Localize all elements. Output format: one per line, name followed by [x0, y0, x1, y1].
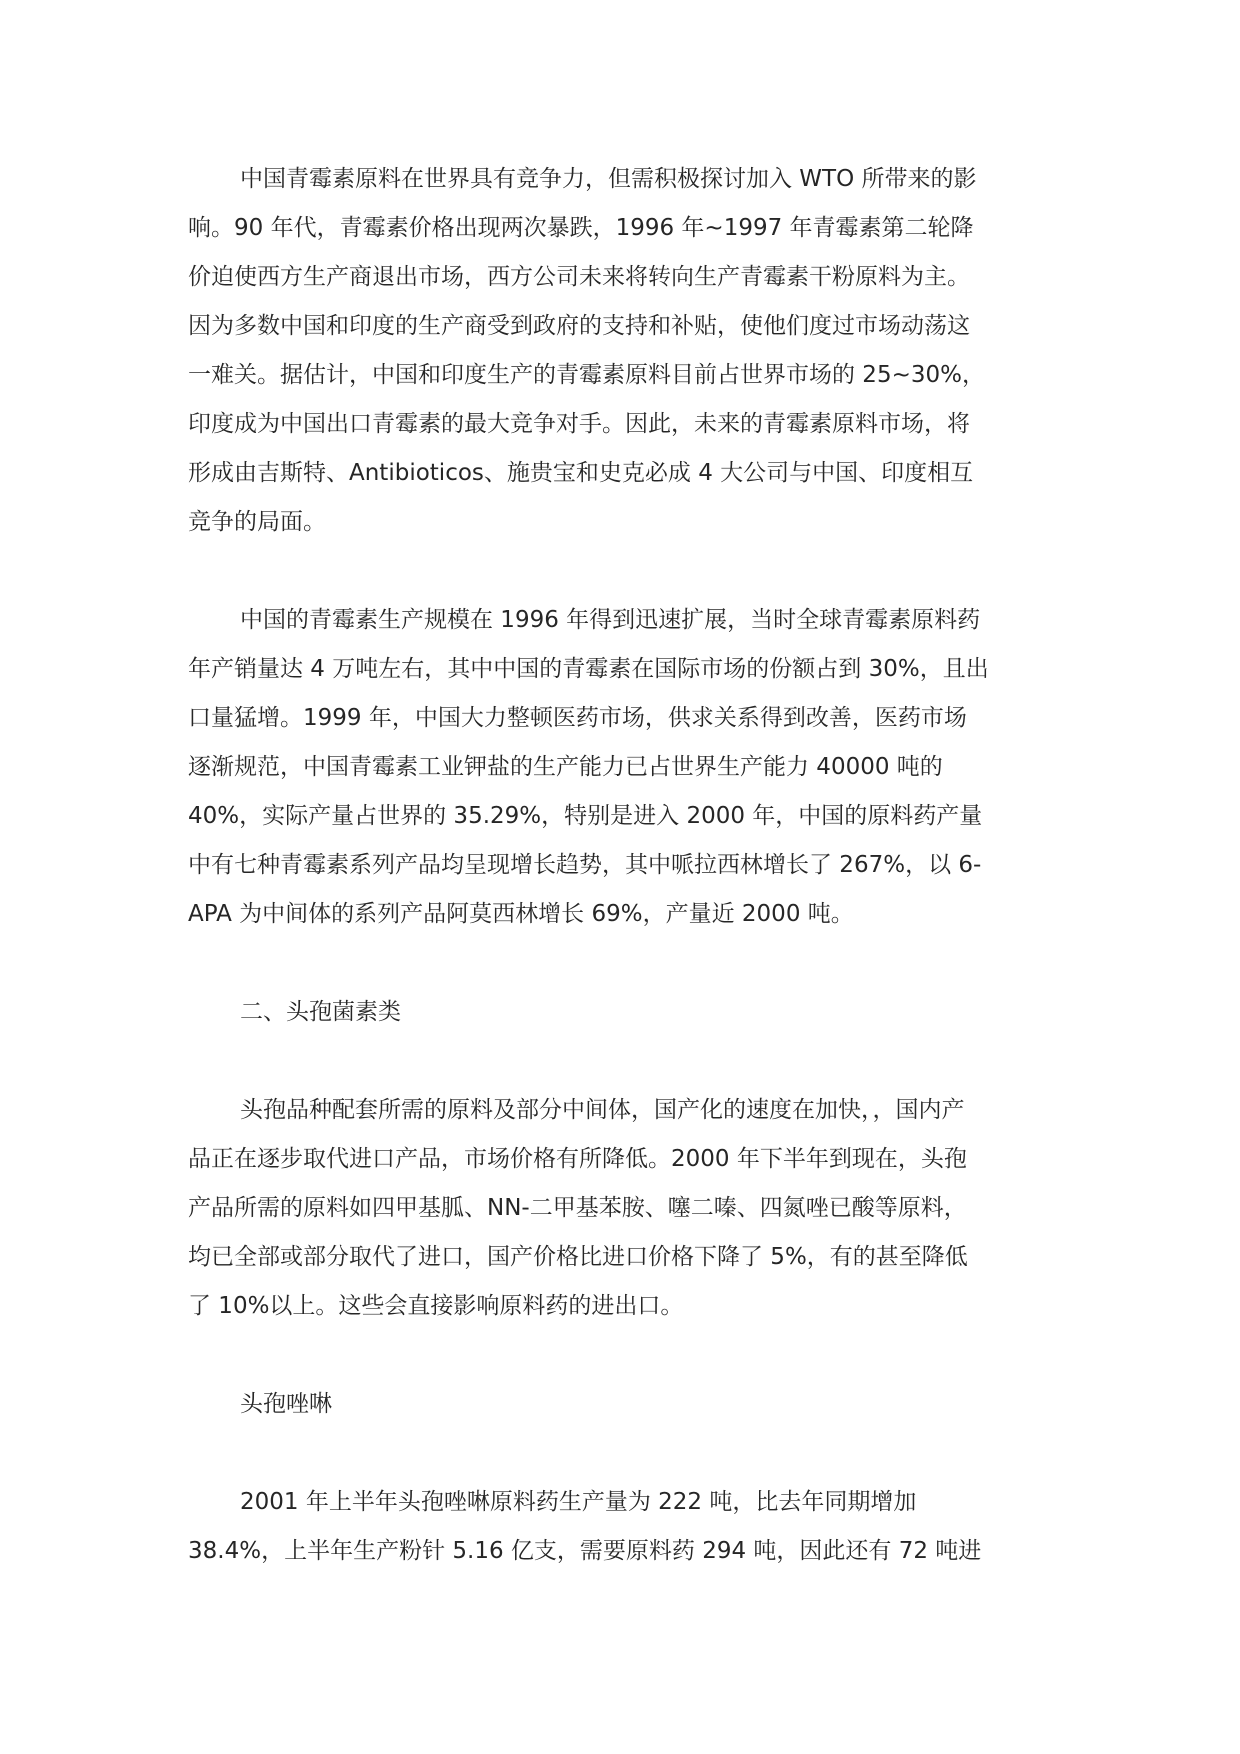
- text-line: 口量猛增。1999 年，中国大力整顿医药市场，供求关系得到改善，医药市场: [188, 705, 967, 731]
- text-line: 形成由吉斯特、Antibioticos、施贵宝和史克必成 4 大公司与中国、印度相互: [188, 460, 974, 486]
- text-line: 了 10%以上。这些会直接影响原料药的进出口。: [188, 1293, 684, 1319]
- text-line: 中国青霉素原料在世界具有竞争力，但需积极探讨加入 WTO 所带来的影: [240, 166, 977, 192]
- text-line: 竞争的局面。: [188, 509, 326, 535]
- text-line: 印度成为中国出口青霉素的最大竞争对手。因此，未来的青霉素原料市场，将: [188, 411, 970, 437]
- text-line: 38.4%，上半年生产粉针 5.16 亿支，需要原料药 294 吨，因此还有 72 吨进: [188, 1538, 982, 1564]
- paragraph-cefazolin-production: [188, 1478, 1058, 1576]
- text-line: 中有七种青霉素系列产品均呈现增长趋势，其中哌拉西林增长了 267%，以 6-: [188, 852, 982, 878]
- text-line: 40%，实际产量占世界的 35.29%，特别是进入 2000 年，中国的原料药产量: [188, 803, 983, 829]
- text-line: 产品所需的原料如四甲基胍、NN-二甲基苯胺、噻二嗪、四氮唑已酸等原料，: [188, 1195, 967, 1221]
- section-heading-cephalosporins: 二、头孢菌素类: [240, 999, 401, 1025]
- paragraph-cephalosporin-materials: [188, 1086, 1058, 1331]
- text-line: 2001 年上半年头孢唑啉原料药生产量为 222 吨，比去年同期增加: [240, 1489, 917, 1515]
- text-line: 价迫使西方生产商退出市场，西方公司未来将转向生产青霉素干粉原料为主。: [188, 264, 970, 290]
- section-heading-cefazolin: 头孢唑啉: [240, 1391, 332, 1417]
- text-line: 逐渐规范，中国青霉素工业钾盐的生产能力已占世界生产能力 40000 吨的: [188, 754, 943, 780]
- text-line: 一难关。据估计，中国和印度生产的青霉素原料目前占世界市场的 25~30%，: [188, 362, 985, 388]
- text-line: 年产销量达 4 万吨左右，其中中国的青霉素在国际市场的份额占到 30%，且出: [188, 656, 989, 682]
- document-body: [188, 155, 1058, 1576]
- text-line: APA 为中间体的系列产品阿莫西林增长 69%，产量近 2000 吨。: [188, 901, 854, 927]
- text-line: 品正在逐步取代进口产品，市场价格有所降低。2000 年下半年到现在，头孢: [188, 1146, 967, 1172]
- paragraph-penicillin-competition: [188, 155, 1058, 547]
- text-line: 头孢品种配套所需的原料及部分中间体，国产化的速度在加快，，国内产: [240, 1097, 965, 1123]
- text-line: 中国的青霉素生产规模在 1996 年得到迅速扩展，当时全球青霉素原料药: [240, 607, 981, 633]
- text-line: 均已全部或部分取代了进口，国产价格比进口价格下降了 5%，有的甚至降低: [188, 1244, 968, 1270]
- text-line: 响。90 年代，青霉素价格出现两次暴跌，1996 年~1997 年青霉素第二轮降: [188, 215, 974, 241]
- paragraph-penicillin-production: [188, 596, 1058, 939]
- text-line: 因为多数中国和印度的生产商受到政府的支持和补贴，使他们度过市场动荡这: [188, 313, 970, 339]
